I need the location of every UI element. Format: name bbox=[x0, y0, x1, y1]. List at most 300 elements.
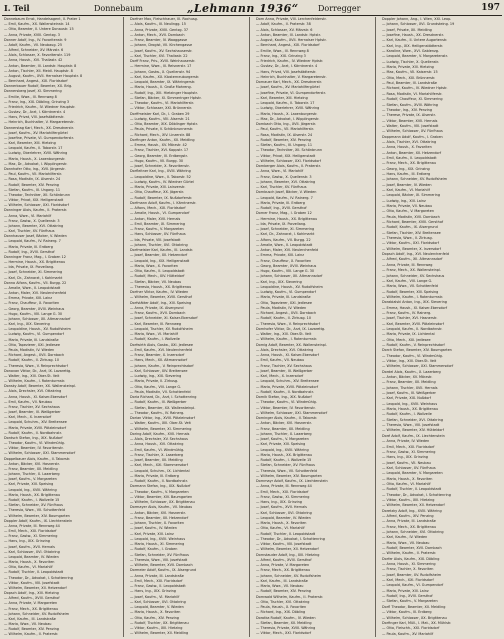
directory-entry: — Hermine, Wwe., III. Reisnerstr. 17 bbox=[130, 64, 192, 69]
directory-entry: — Leopold, Schuhm., XIV. Breitensee bbox=[4, 420, 67, 425]
directory-entry: — Josefine, Haush., XX. Dresdnerstr. bbox=[382, 33, 444, 38]
directory-entry: Donovan Viktor, Dr., Arzt, IX. Lazarettg. bbox=[4, 368, 72, 373]
directory-entry: — Anna, Private, III. Rennweg bbox=[382, 262, 433, 267]
directory-entry: — Anna, Private, IX. Alsergrund bbox=[130, 305, 184, 310]
directory-entry: — Theodor, Dr., Advokat, I. Schottenring bbox=[382, 492, 451, 497]
directory-entry: — Rudolf, Tischler, II. Leopoldstadt bbox=[382, 487, 442, 492]
directory-entry: — Rudolf, Kaufm., II. Zirkusg. 10 bbox=[4, 358, 60, 363]
directory-entry: — Josef, Kaufm., VII. Neubau bbox=[382, 460, 431, 465]
directory-entry: — Karl, Ing., XIX. Heiligenstädterstr. bbox=[382, 43, 444, 48]
directory-entry: — Franz, Beamter, XII. Meidling bbox=[256, 426, 310, 431]
directory-entry: — Anna, Haush., XI. Kaiser-Ebersdorf bbox=[4, 394, 67, 399]
directory-entry: — Leopoldine, Wwe., II. Taborstr. 52 bbox=[130, 174, 191, 179]
directory-entry: Dorfwirth Alois, Gastw., XXI. Jedlesee bbox=[130, 342, 193, 347]
directory-entry: — Wilhelm, Beamter, XII. Hetzendorf bbox=[256, 547, 319, 552]
directory-entry: — Rudolf, Kaufm., I. Wollzeile 15 bbox=[256, 458, 312, 462]
directory-entry: Dornbusch Josef, Bäcker, V. Wieden bbox=[256, 190, 317, 195]
directory-entry: — Paula, Modistin, IV. Wieden bbox=[4, 348, 55, 352]
directory-entry: — Anna, Private, XVIII. Gentzg. 37 bbox=[130, 27, 189, 32]
directory-entry: — Maria, Private, III. Landstraße bbox=[4, 337, 59, 342]
directory-entry: — Maria, Wwe., VII. Neubau bbox=[256, 584, 304, 588]
directory-entry: Dornbach Otto, Ing., XVII. Jörgerstr. bbox=[256, 122, 317, 126]
directory-entry: — Karl, Mech., XXI. Floridsdorf bbox=[382, 578, 434, 583]
directory-entry: — Emil, Kaufm., II. Leopoldstadt bbox=[382, 155, 437, 160]
directory-entry: — Anna, Private, V. Margareten bbox=[256, 563, 310, 567]
directory-entry: — Ludwig, Kaufm., VI. Gumpendorf bbox=[4, 332, 64, 337]
directory-entry: — Karl, Beamter, III. Rennweg bbox=[130, 321, 182, 326]
directory-entry: — Maria, Wwe., X. Favoriten bbox=[130, 263, 178, 268]
directory-entry: — Leopold, Tischler, XV. Rudolfsheim bbox=[130, 326, 193, 331]
directory-entry: — Josef, Kaufm., XVII. Hernals bbox=[256, 505, 307, 510]
directory-entry: — Leopold, Schuhm., XIV. Breitensee bbox=[256, 379, 319, 384]
directory-entry: — Karl, Tischler, XV. Fünfhaus bbox=[256, 185, 307, 189]
directory-entry: — Josef, Schneider, X. Favoritenstr. bbox=[130, 164, 190, 168]
directory-entry: — Franz, Kaufm., XVII. Dornbach bbox=[130, 311, 186, 315]
directory-entry: — Alois, Tischler, XVI. Ottakring bbox=[382, 139, 437, 144]
directory-entry: — Leopold, Ing., XIX. Heiligenstadt bbox=[130, 258, 190, 263]
directory-entry: — Karl, Kaufm., VIII. Lange G. bbox=[382, 278, 433, 283]
directory-entry: Donsky Adolf, Beamter, XX. Wallensteinpl. bbox=[4, 384, 77, 389]
directory-entry: Dorfinger Karl, Müll., I. Mat., XX. Mühlstr. bbox=[382, 620, 452, 625]
directory-entry: — Franz, Mech., XX. Brigittenau bbox=[256, 568, 311, 573]
directory-entry: — Rudolf, Beamter, XIV. Penzing bbox=[256, 137, 311, 142]
directory-entry: — Anna, Haush., XVI. Ottakring bbox=[130, 442, 184, 447]
directory-entry: Doria Richard, Dr., Arzt, I. Schottenring bbox=[130, 395, 197, 399]
directory-entry: — Emil, Kaufm., VII. Neubau bbox=[256, 358, 305, 363]
directory-entry: — Georg, Beamter, XVIII. Weinhaus bbox=[4, 306, 65, 311]
directory-entry: — Karl, Kaufm., III. Landstraße bbox=[256, 578, 308, 583]
directory-entry: — Viktor, Kaufm., XXI. Floridsdorf bbox=[382, 241, 439, 246]
directory-entry: — Leopold, Ing., XVIII. Weinhaus bbox=[382, 401, 438, 406]
directory-entry: — Ludwig, Kaufm., VI. Gumpendorf bbox=[256, 290, 316, 294]
directory-entry: — Rudolf, Beamter, IX. Nußdorferstr. bbox=[130, 195, 193, 200]
directory-entry: — Franz, Gastw., II. Leopoldstadt bbox=[130, 584, 186, 588]
directory-entry: — Emma, Haush., XV. Märzstr. 42 bbox=[130, 143, 187, 147]
directory-entry: — Wilhelm, Beamter, XI. Simmering bbox=[130, 426, 192, 431]
directory-entry: — Wilhelm, Beamter, X. Inzersdorf bbox=[382, 246, 441, 251]
directory-entry: — Theresia, Wwe., V. Reinprechtsdorf bbox=[256, 321, 320, 326]
directory-entry: — Franz, Mech., XX. Wallensteinpl. bbox=[382, 268, 441, 273]
directory-entry: — Rudolf, Tischler, II. Leopoldstadt bbox=[4, 570, 64, 575]
directory-entry: — Franz, Tischler, XV. Sechshaus bbox=[4, 404, 60, 409]
directory-entry: — Rudolf, Ing., XVIII. Gersthof bbox=[382, 594, 433, 599]
directory-entry: Doppler Johann, Ang., I. Wien, XXI. Leop. bbox=[382, 17, 452, 21]
directory-entry: — Maria, Private, XIII. Lainzerstr. bbox=[130, 185, 186, 189]
directory-entry: — Alfons, Kaufm., VII. Burgg. 22 bbox=[256, 237, 311, 242]
directory-entry: — Rudolf, Beamter, XVII. Dornbach bbox=[382, 546, 442, 551]
directory-entry: — Maria, Private, IX. Lichtental bbox=[382, 332, 435, 337]
directory-entry: — Stefan, Beamter, XII. Meidling bbox=[256, 620, 312, 625]
directory-entry: — Wilhelm, Beamter, XII. Meidling bbox=[130, 631, 189, 636]
directory-entry: — Stefan, Beamter, XX. Wallensteinpl. bbox=[130, 405, 196, 410]
directory-entry: — Viktor, Privat, XIX. Heiligenstadt bbox=[256, 153, 316, 158]
directory-entry: — Emil, Mech., XXI. Floridsdorf bbox=[382, 444, 435, 449]
directory-entry: — Maria, Private, XVIII. Pötzleinsdorf bbox=[4, 425, 67, 430]
directory-entry: — Hans, Ing., XIX. Grinzing bbox=[382, 455, 428, 460]
directory-entry: — Friedrich, Kaufm., IV. Wiedner Hauptstr. bbox=[4, 104, 76, 109]
directory-entry: Dorninger Alois, Kaufm., II. Taborstr. bbox=[256, 416, 318, 420]
directory-entry: — Maria, Haush., X. Favoriten bbox=[4, 560, 55, 565]
directory-entry: — Anna, Haush., XI. Simmering bbox=[382, 562, 436, 567]
directory-entry: Dornauer Karl, Mech., XX. Dresdnerstr. bbox=[256, 80, 322, 84]
directory-entry: Doppelbauer Alois, Kaufm., II. Taborstr. bbox=[4, 456, 71, 461]
first-name-guide: Donnebaum bbox=[94, 4, 143, 13]
directory-entry: — Karl, Kaufm., IV. Wieden bbox=[382, 535, 428, 540]
directory-entry: — Viktor, Schlosser, XXI. Brünnerstr. bbox=[130, 106, 193, 111]
directory-entry: — Emma, Haush., XI. Kaiser-Ebersdorf bbox=[382, 305, 448, 310]
directory-entry: — Leopold, Kaufm., IV. Rainerg. 7 bbox=[256, 195, 313, 200]
directory-entry: — Karl, Schlosser, XV. Fünfhaus bbox=[382, 465, 436, 470]
directory-entry: — Johann, Schlosser, XII. Altmannsdorf bbox=[4, 316, 71, 321]
directory-entry: — Josef, Kaufm., XVII. Hernals bbox=[4, 544, 55, 549]
directory-entry: — Hans, Ing., XIX. Grinzing bbox=[4, 539, 50, 544]
directory-entry: Donnebaum Ernst, Handelsagent, II. Prater 1 bbox=[4, 17, 81, 21]
directory-entry: — Franz, Mech., XX. Brigittenau bbox=[4, 606, 59, 611]
directory-entry: — Johann, Schlosser, XVI. Grundsteing. 19 bbox=[382, 22, 455, 27]
directory-entry: — Leopold, Kaufm., II. Taborstr. 17 bbox=[4, 146, 63, 151]
directory-entry: — Hans, Ing., XIX. Grinzing bbox=[256, 500, 302, 504]
directory-entry: — Maria, Private, VII. Neubau bbox=[382, 204, 432, 209]
directory-entry: — Rudolf, Tischler, II. Leopoldstadt bbox=[256, 531, 316, 536]
directory-entry: — Otto, Fleischh., XXI. Floridsdorf bbox=[382, 626, 440, 631]
directory-entry: Dormayer Alois, Kaufm., VII. Neubau bbox=[130, 505, 193, 510]
directory-entry: — Leopold, Kaufm., IV. Rainerg. 7 bbox=[4, 239, 61, 244]
directory-entry: — Rosa, Modistin, IX. Alserstr. 24 bbox=[256, 132, 313, 137]
directory-entry: — Ludwig, Oberlehrer, XVIII. Währing bbox=[4, 151, 68, 156]
directory-entry: — Stefan, Bäcker, VII. Neubau bbox=[130, 279, 182, 284]
directory-entry: — Anton, Bäcker, XV. Märzstr. bbox=[382, 375, 433, 380]
directory-entry: — Richard, Angest., XVII. Dornbach bbox=[4, 353, 65, 358]
directory-entry: — Josef, Beamter, III. Weißgerber bbox=[256, 368, 313, 373]
directory-entry: — Amalie, Haush., VI. Gumpendorf bbox=[130, 211, 190, 216]
directory-entry: — Richard, Ing., XIX. Döbling bbox=[256, 610, 306, 615]
directory-entry: — Rosa, Modistin, IX. Alserstr. 24 bbox=[4, 177, 61, 182]
directory-entry: — Emil, Mech., XXI. Floridsdorf bbox=[4, 529, 57, 534]
directory-entry: Dorotka Rudolf, Kaufm., IV. Wieden bbox=[256, 615, 316, 620]
directory-entry: — Josef, Kaufm., XV. Mariahilfergürtel bbox=[4, 130, 68, 135]
directory-entry: — Ida, Private, IX. Porzellang. bbox=[256, 221, 307, 226]
directory-entry: — Rudolf, Kaufm., I. Graben bbox=[130, 547, 178, 552]
directory-entry: — Wilhelm, Schlosser, XXI. Floridsdorf bbox=[256, 158, 321, 163]
column-2 bbox=[130, 17, 250, 637]
directory-entry: Donninger Alois, Kaufm., II. Praterstr. bbox=[4, 208, 68, 213]
directory-entry: Dontsch Stefan, Ing., XIX. Nußdorf bbox=[4, 435, 63, 440]
directory-entry: Donninger Franz, Mag., I. Graben 12 bbox=[4, 254, 66, 259]
directory-entry: — Wilhelm, Kaufm., II. Praterstr. bbox=[382, 551, 437, 556]
directory-entry: Dorfmeister Karl, Kaufm., III. Landstr. bbox=[130, 248, 194, 252]
directory-entry: — Maria, Wwe., VI. Mariahilf bbox=[130, 332, 178, 336]
directory-entry: — Therese, Private, IX. Alserstr. bbox=[382, 113, 436, 118]
directory-entry: — Hermine, Haush., XX. Brigittenau bbox=[4, 260, 66, 265]
directory-entry: — Otto, Tapezierer, XXI. Jedlesee bbox=[256, 300, 312, 305]
directory-entry: Donnersberg Josef, XI. Simmering bbox=[4, 89, 62, 94]
directory-entry: — Maria, Private, XIII. Hietzing bbox=[382, 65, 434, 70]
directory-entry: — Maria, Haush., X. Favoriten bbox=[130, 610, 181, 615]
directory-entry: — Theresia, Wwe., VII. Schottenfeld bbox=[4, 508, 65, 513]
directory-entry: — Wilhelm, Beamter, XIV. Baumgarten bbox=[4, 513, 70, 518]
directory-entry: — Wilhelm, Beamter, XVII. Dornbach bbox=[130, 563, 193, 567]
directory-entry: — Josef, Beamter, XV. Rudolfsheim bbox=[382, 572, 442, 577]
directory-entry: Dornik Stefan, Ing., XIX. Nußdorf bbox=[256, 395, 312, 399]
directory-entry: — Rudolf, Kaufm., V. Reinprechtsdorf bbox=[382, 342, 445, 347]
directory-entry: — Josef, Kaufm., VI. Mariahilf bbox=[130, 594, 180, 599]
directory-entry: Dorch Stefan, Beamter, XIV. Baumgarten bbox=[382, 348, 452, 353]
directory-entry: — Leopold, Schuhm., IX. Lichtental bbox=[130, 468, 190, 473]
directory-entry: — Franz, Gastw., X. Quellenstr. 3 bbox=[256, 174, 312, 179]
directory-entry: — August, Kaufm., XVII. Hernalser Hauptstr. 8 bbox=[4, 73, 83, 78]
directory-entry: — Richard, Kaufm., IV. Wiedner Hptstr. bbox=[382, 86, 448, 91]
directory-entry: — Rudolf, Beamter, XIV. Penzing bbox=[4, 627, 59, 632]
directory-entry: Dornstauder Adolf, Ing., XIII. Hietzing bbox=[256, 552, 320, 557]
directory-entry: — Wilhelm, Schlosser, XXI. Stammersdorf bbox=[382, 364, 454, 369]
directory-entry: — Hans, Privat, VIII. Josefstädterstr. bbox=[4, 115, 65, 120]
directory-entry: — Ludwig, Ing., XIX. Sievering bbox=[130, 374, 182, 378]
directory-entry: — Maria, Private, III. Erdberg bbox=[130, 473, 179, 478]
directory-entry: — Karl, Private, XIX. Nußdorf bbox=[382, 396, 431, 401]
directory-entry: — Theodor, Kaufm., VI. Windmühlg. bbox=[4, 441, 65, 446]
directory-entry: — Hugo, Kaufm., VIII. Lange G. 30 bbox=[4, 311, 63, 316]
directory-entry: — Anton, Beamter, XII. Hetzendorf bbox=[382, 150, 442, 155]
directory-entry: — Wilhelm, Schlosser, XXI. Floridsdorf bbox=[4, 203, 69, 208]
directory-entry: — Viktor, Beamter, IV. Favoritenstr. bbox=[4, 446, 64, 451]
directory-entry: — Stefan, Bäcker, XI. Simmeringer Hptstr. bbox=[130, 95, 202, 100]
directory-entry: — Emil, Kaufm., VI. Windmühlg. bbox=[130, 447, 185, 452]
directory-entry: — Johann, Tischler, XVII. Hernals bbox=[382, 385, 438, 390]
directory-entry: — Otto, Kaufm., II. Leopoldstadt bbox=[130, 269, 185, 273]
directory-entry: — Stefan, Schneider, XVI. Ottakring bbox=[382, 417, 443, 422]
directory-entry: — Maria, Haush., XX. Brigittenau bbox=[4, 492, 61, 497]
directory-entry: — Johann, Schneider, XV. Sechshaus bbox=[382, 273, 445, 278]
directory-entry: — Franz, Tischler, X. Favoriten bbox=[382, 567, 434, 572]
directory-entry: — Rudolf, Kaufm., II. Nordbahnstr. bbox=[256, 389, 314, 394]
directory-entry: — Anton, Bäcker, XVI. Hasnerstr. bbox=[4, 461, 60, 466]
directory-title: „Lehmann 1936“ bbox=[187, 2, 299, 15]
directory-entry: — Paul, Beamter, III. Landstraße bbox=[382, 81, 438, 86]
directory-entry: — Josef, Schneider, XI. Simmering bbox=[256, 227, 315, 231]
directory-entry: — Ludwig, Kaufm., IV. Wiedner Gürtel bbox=[130, 179, 194, 184]
directory-entry: — Theodor, Kaufm., IV. Rainerg. bbox=[130, 410, 185, 415]
directory-entry: — Emil, Kaufm., XX. Wallensteinstr. 14 bbox=[4, 22, 70, 27]
directory-entry: — Wilhelm, Beamter, XIV. Hütteldorf bbox=[382, 428, 444, 433]
directory-entry: — Johann, Beamter, XVI. Ottakring bbox=[4, 223, 64, 228]
directory-entry: — Walter, Kaufm., VIII. Josefstadt bbox=[382, 123, 439, 128]
directory-entry: — Otto, Tapezierer, XXI. Jedlesee bbox=[4, 342, 60, 347]
directory-entry: — Franz, Ing., XIX. Grinzing 3 bbox=[256, 53, 306, 58]
directory-entry: — Anna, Private, III. Landstraße bbox=[130, 573, 184, 578]
part-label: I. Teil bbox=[4, 3, 30, 13]
directory-entry: Donnhauser Josef, Bäcker, V. Wieden bbox=[4, 234, 67, 239]
directory-entry: — Karl, Dr., Zahnarzt, I. Kohlmarkt bbox=[4, 275, 63, 280]
directory-entry: — Theodor, Dr., Advokat, I. Schottenring bbox=[256, 536, 325, 541]
directory-entry: — Franz, Mech., XX. Brigittenau bbox=[382, 524, 437, 529]
directory-entry: — Adolf, Kaufm., VII. Neubaug. 25 bbox=[4, 42, 63, 47]
directory-entry: — Hans, Privat, VIII. Josefstädterstr. bbox=[256, 69, 317, 74]
page-header bbox=[2, 2, 502, 16]
directory-entry: Dordel Alois, Kaufm., X. Laaerberg bbox=[382, 369, 441, 374]
directory-entry: — Wilhelm, Schlosser, XXI. Stammersdorf bbox=[4, 451, 76, 456]
directory-entry: — Hugo, Kaufm., VIII. Lange G. 30 bbox=[256, 269, 315, 273]
directory-entry: — Otto, Kaufm., VI. Mariahilf bbox=[382, 481, 431, 486]
directory-entry: — Emil, Mech., XXI. Floridsdorf bbox=[130, 578, 183, 583]
directory-entry: — Johann, Schlosser, XII. Altmannsdorf bbox=[256, 274, 323, 279]
directory-entry: — Anna, Private, III. Landstraße bbox=[382, 519, 436, 524]
directory-entry: — Karl, Kaufm., III. Landstraße bbox=[4, 616, 56, 621]
directory-entry: — Josefine, Private, VI. Gumpendorferstr. bbox=[4, 135, 74, 140]
directory-entry: — Paula, Private, V. Schönbrunnerstr. bbox=[130, 127, 194, 132]
directory-entry: — Theresia, Wwe., VIII. Josefstadt bbox=[382, 423, 440, 428]
directory-entry: — Gustav, Dr., Arzt, I. Kärntnerstr. 4 bbox=[4, 110, 66, 115]
directory-entry: — Rudolf, Kaufm., III. Weißgerber bbox=[130, 400, 187, 405]
directory-entry: — Viktor, Privat, XIX. Heiligenstadt bbox=[4, 198, 64, 203]
directory-entry: — August, Kaufm., XVII. Hernalser Hptstr. bbox=[256, 38, 327, 42]
directory-entry: Doppler Adolf, Kaufm., IX. Liechtenstein bbox=[4, 518, 73, 523]
directory-entry: — Wilhelm, Beamter, XIV. Baumgarten bbox=[256, 473, 322, 478]
directory-entry: — Stefan, Kaufm., III. Ungarg. 11 bbox=[4, 187, 61, 192]
directory-entry: — Alfons, Mech., XXI. Floridsdorf bbox=[130, 206, 186, 210]
directory-entry: — Viktor, Kaufm., XIII. Hietzing bbox=[382, 497, 435, 502]
directory-entry: Dorfner Max, Fleischhauer, III. Rochusg. bbox=[130, 17, 198, 21]
directory-entry: — Rudolf, Ing., XVIII. Gersthof bbox=[256, 206, 307, 210]
directory-entry: — Maria, Private, III. Erdberg bbox=[4, 244, 53, 249]
directory-entry: — Josef, Kaufm., V. Margareten bbox=[256, 437, 309, 441]
directory-entry: — Hans, Kaufm., III. Erdberg bbox=[382, 171, 431, 176]
directory-entry: — Wilhelm, Beamter, XVIII. Gersthof bbox=[130, 295, 192, 300]
column-4 bbox=[382, 17, 502, 637]
directory-entry: Dorff Franz, Priv., XVIII. Weinhauserstr. bbox=[130, 59, 196, 63]
directory-entry: — Ida, Private, IX. Porzellang. bbox=[4, 265, 55, 270]
directory-entry: Dormann Stefan, Ing., XIX. Nußdorf bbox=[130, 484, 191, 489]
directory-entry: — Alfred, Schneider, XV. Märzstr. 6 bbox=[4, 48, 64, 53]
directory-entry: — Franz, Mech., XX. Brigittenau bbox=[382, 161, 437, 166]
directory-entry: — Ida, Private, VIII. Josefstadt bbox=[130, 237, 181, 242]
directory-entry: — Otto, Mech., XXI. Jedlesee bbox=[382, 337, 431, 342]
directory-entry: — Stefan, Tischler, XIV. Breitensee bbox=[382, 230, 441, 235]
directory-entry: — Richard, Beamter, XVIII. Gersthof bbox=[382, 220, 444, 225]
directory-entry: — Alfred, Kaufm., XVIII. Gersthof bbox=[256, 557, 312, 562]
directory-entry: — Theodor, Techniker, XII. Schönbrunn bbox=[256, 148, 323, 153]
directory-entry: — Theodor, Techniker, XII. Schönbrunn bbox=[4, 192, 71, 197]
directory-entry: — Rudolf, Kaufm., II. Nordbahnstr. bbox=[4, 430, 62, 435]
directory-entry: — Rudolf, Beamter, XIV. Penzing bbox=[256, 589, 311, 594]
directory-entry: — Josef, Beamter, IV. Wieden bbox=[382, 182, 432, 187]
directory-entry: — Emil, Beamter, XI. Simmering bbox=[130, 221, 186, 226]
directory-entry: — Ludwig, Tischler, X. Quellenstr. bbox=[382, 59, 440, 64]
directory-entry: — Heinrich, Buchhalter, V. Margaretenstr. bbox=[4, 120, 75, 125]
directory-entry: — Wilhelm, Kaufm., II. Praterstr. bbox=[4, 632, 59, 637]
directory-entry: — Anton, Maler, XVII. Hernals bbox=[130, 216, 181, 221]
directory-entry: — Paula, Modistin, VII. Schottenfeld bbox=[130, 389, 191, 394]
directory-entry: — Ludwig, Oberlehrer, XVIII. Währing bbox=[256, 106, 320, 111]
directory-entry: — Anna, Wwe., VI. Mariahilf bbox=[4, 213, 52, 218]
directory-entry: — Otto, Tischler, XVI. Ottakring bbox=[256, 599, 310, 604]
directory-entry: — Otto, Kaufm., VI. Mariahilf bbox=[256, 526, 305, 531]
directory-entry: — Anton, Bäcker, XVI. Hasnerstr. bbox=[130, 510, 186, 515]
directory-entry: — Franz, Gastw., XI. Simmering bbox=[382, 449, 436, 454]
directory-entry: — Josef, Kaufm., V. Margareten bbox=[4, 477, 57, 482]
directory-entry: — Wilhelm, Schlosser, XV. Fünfhaus bbox=[382, 129, 443, 134]
directory-entry: — Josef, Beamter, XII. Hetzendorf bbox=[130, 253, 188, 258]
directory-entry: — Maria, Haush., X. Laxenburgerstr. bbox=[256, 111, 318, 116]
last-name-guide: Dorregger bbox=[318, 4, 361, 13]
directory-entry: — Maria, Haush., XX. Brigittenau bbox=[382, 407, 439, 412]
directory-entry: Dorfinger Anton, Kaufm., XII. Meidling bbox=[130, 137, 195, 142]
directory-entry: — Otto, Kaufm., V. Margareten bbox=[382, 209, 435, 214]
directory-entry: — Karl, Mech., X. Inzersdorf bbox=[256, 374, 304, 378]
directory-entry: — Karl, Beamter, XVIII. Pötzleinsdorf bbox=[382, 321, 444, 326]
directory-entry: — Franz, Tischler, XVI. Koppstr. 17 bbox=[130, 148, 189, 153]
directory-entry: — Theodor, Dr., Advokat, I. Schottenring bbox=[4, 575, 73, 580]
directory-entry: — Amalie, Wwe., II. Leopoldstadt bbox=[4, 285, 61, 290]
directory-entry: — Maria, Wwe., VII. Schottenfeld bbox=[382, 284, 438, 289]
directory-entry: — Franz, Beamter, IV. Waaggasse bbox=[130, 38, 188, 42]
directory-entry: — Franz, Gastw., XI. Simmering bbox=[256, 494, 310, 499]
directory-entry: Dorn Anna, Private, VIII. Lerchenfelderstr. bbox=[256, 17, 327, 21]
directory-entry: — Karl, Schlosser, XVI. Ottakring bbox=[130, 599, 186, 604]
directory-entry: — Maria, Haush., XI. Simmering bbox=[130, 542, 185, 546]
directory-entry: — Josef, Private, XII. Meidling bbox=[382, 27, 432, 32]
directory-entry: — Theodor, Kaufm., V. Margareten bbox=[130, 489, 189, 494]
directory-entry: — Karl, Private, XIII. Lainz bbox=[130, 531, 174, 536]
directory-entry: — Karl, Beamter, XIII. Hietzing bbox=[4, 141, 56, 146]
directory-entry: — Rudolf, Kaufm., IX. Alsergrund bbox=[382, 225, 438, 230]
directory-entry: — Rudolf, Ing., XIII. Hietzinger Hauptstr. bbox=[130, 90, 198, 95]
directory-entry: Doretzky Adolf, Ing., XVIII. Währing bbox=[382, 508, 442, 513]
directory-entry: — Amalie, Wwe., II. Leopoldstadt bbox=[256, 242, 313, 247]
directory-entry: — Franz, Beamter, XII. Meidling bbox=[382, 380, 436, 385]
directory-entry: — Hans, Ing., XIX. Grinzing bbox=[130, 589, 176, 594]
directory-entry: — Maria, Private, III. Erdberg bbox=[256, 200, 305, 205]
directory-entry: — Leopold, Kaufm., II. Taborstr. 17 bbox=[256, 101, 315, 105]
directory-entry: — Leopold, Ing., XVIII. Weinhaus bbox=[130, 536, 186, 541]
directory-entry: — Anton, Tischler, XII. Meidl. Hauptstr. 8 bbox=[4, 68, 73, 73]
directory-entry: — Anna, Private, III. Rennweg 44 bbox=[256, 484, 312, 489]
directory-entry: Dorfl Theodor, Beamter, XII. Meidling bbox=[382, 604, 446, 609]
directory-entry: Dorfleitner Karl, Ing., XVIII. Währing bbox=[130, 169, 191, 174]
directory-entry: — Leopold, Beamter, V. Margaretenstr. bbox=[382, 54, 448, 59]
directory-entry: — Anton, Beamter, III. Landstr. Hauptstr. 8 bbox=[4, 63, 77, 68]
directory-entry: Dorfmann Adolf, Kaufm., I. Kärntnerstr. bbox=[130, 200, 197, 205]
directory-entry: — Stefan, Schneider, XV. Fünfhaus bbox=[256, 463, 315, 468]
directory-entry: — Hermine, Haush., XX. Brigittenau bbox=[256, 216, 318, 221]
directory-entry: — Leopold, Beamter, V. Margareten bbox=[382, 471, 443, 476]
directory-entry: — Wilhelm, Schlosser, XXI. Stammersdorf bbox=[256, 410, 328, 415]
directory-entry: — Leopold, Beamter, IX. Währingerstr. bbox=[130, 80, 196, 84]
directory-entry: — Wilhelm, Kaufm., I. Rotenturmstr. bbox=[256, 337, 318, 342]
directory-entry: — Rudolf, Kaufm., I. Wollzeile bbox=[130, 337, 180, 342]
directory-entry: — Otto, Mech., XXI. Brünnerstr. bbox=[382, 75, 436, 80]
directory-entry: Donner Adolf, Ing., IV. Favoritenstr. 9 bbox=[4, 37, 67, 42]
directory-entry: — Anton, Maler, XVI. Neulerchenfeld bbox=[4, 291, 67, 296]
directory-entry: — Theresia, Private, XVIII. Währing bbox=[256, 626, 316, 630]
directory-entry: — Karl, Tischler, XVI. Thaliastr. 22 bbox=[130, 53, 188, 58]
directory-entry: — Theodor, Kaufm., VI. Mariahilferstr. bbox=[130, 101, 195, 105]
directory-entry: — Karl, Dr., Zahnarzt, I. Kohlmarkt bbox=[256, 232, 315, 237]
directory-entry: — Emil, Kaufm., XVI. Neulerchenfeld bbox=[130, 347, 193, 352]
directory-entry: — Maria, Private, II. Zirkusg. bbox=[130, 379, 179, 384]
directory-entry: Dorfner Viktor, Kaufm., IV. Wieden bbox=[130, 290, 189, 294]
directory-entry: Dornig Adolf, Beamter, XX. Wallensteinpl. bbox=[256, 342, 327, 347]
directory-entry: Doring Adolf, Kaufm., XVII. Hernals bbox=[130, 431, 190, 436]
directory-entry: — Max, Dr., Advokat, I. Wipplingerstr. bbox=[4, 161, 68, 166]
directory-entry: — Wilhelm, Kaufm., I. Rotenturmstr. bbox=[4, 379, 66, 384]
directory-entry: — Franz, Beamter, X. Inzersdorf bbox=[130, 353, 185, 357]
directory-entry: — Karl, Mech., XXI. Stammersdorf bbox=[130, 463, 188, 468]
directory-entry: — Emma, Private, XIII. Lainz bbox=[256, 253, 305, 258]
directory-entry: — Franz, Tischler, XV. Sechshaus bbox=[256, 363, 312, 368]
directory-entry: — Franz, Chauffeur, X. Favoriten bbox=[4, 301, 60, 306]
directory-entry: — Anna, Private, III. Rennweg 44 bbox=[4, 523, 60, 528]
page-number: 197 bbox=[481, 3, 500, 13]
